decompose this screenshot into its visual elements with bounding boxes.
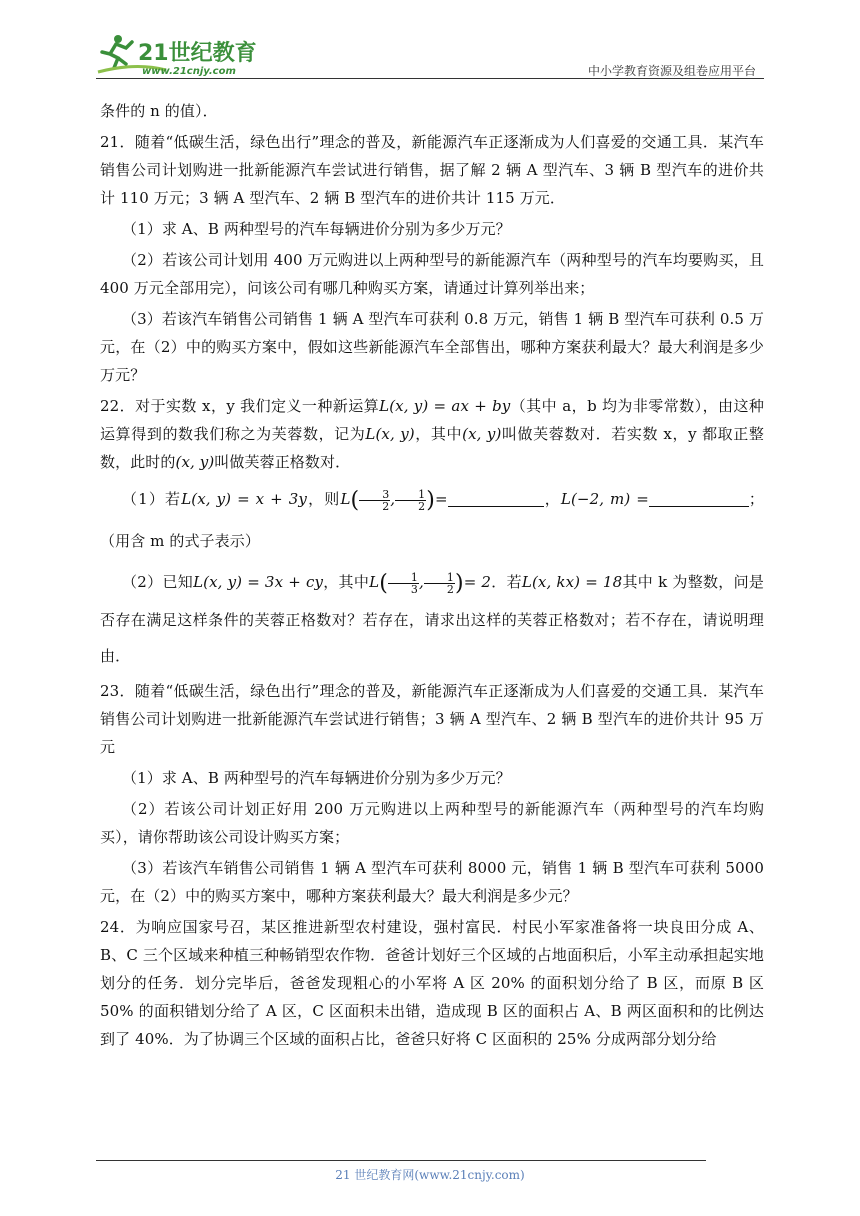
text-span: 其中 k 为整数，问是否存在满足这样条件的芙蓉正格数对？若存在，请求出这样的芙蓉正格数对；若不存在，请说明理由．	[100, 573, 765, 665]
fraction: $\frac{1}{2}$	[395, 489, 426, 512]
question-part: （2）若该公司计划正好用 200 万元购进以上两种型号的新能源汽车（两种型号的汽车均购买），请你帮助该公司设计购买方案；	[100, 800, 764, 846]
text-span: ；（用含 m 的式子表示）	[100, 490, 765, 550]
text-line: 条件的 n 的值）．	[100, 102, 218, 120]
answer-blank[interactable]	[649, 488, 749, 507]
text-span: ，	[543, 490, 561, 508]
text-span: 叫做芙蓉正格数对．	[214, 453, 351, 471]
question-24	[100, 913, 764, 1053]
question-23	[100, 677, 764, 910]
text-span: ，则	[307, 490, 341, 508]
footer-divider	[96, 1160, 706, 1161]
math-expression: L(−2, m) =	[560, 490, 649, 508]
platform-name: 中小学教育资源及组卷应用平台	[587, 64, 756, 78]
question-part: （3）若该汽车销售公司销售 1 辆 A 型汽车可获利 0.8 万元，销售 1 辆 B 型汽车可获利 0.5 万元，在（2）中的购买方案中，假如这些新能源汽车全部售出，哪种方案获利最大？最大利润是多少万元？	[100, 310, 764, 384]
question-part: （1）求 A、B 两种型号的汽车每辆进价分别为多少万元？	[122, 220, 511, 238]
text-span: 叫做芙蓉数对．若实数 x，y 都取正整数，此时的	[100, 425, 765, 471]
logo-url: www.21cnjy.com	[142, 66, 236, 77]
page-footer[interactable]: 21 世纪教育网(www.21cnjy.com)	[335, 1168, 525, 1182]
question-part: （2）若该公司计划用 400 万元购进以上两种型号的新能源汽车（两种型号的汽车均要购买，且 400 万元全部用完），问该公司有哪几种购买方案，请通过计算列举出来；	[100, 251, 764, 297]
math-expression: L(x, y) = 3x + cy	[193, 573, 324, 591]
fraction: $\frac{1}{3}$	[388, 572, 419, 595]
question-stem: 24．为响应国家号召，某区推进新型农村建设，强村富民．村民小军家准备将一块良田分成 A、B、C 三个区域来种植三种畅销型农作物．爸爸计划好三个区域的占地面积后，小军主动承担起实地划分的任务．划分完毕后，爸爸发现粗心的小军将 A 区 20% 的面积划分给了 B 区，而原 B 区 50% 的面积错划分给了 A 区，C 区面积未出错，造成现 B 区的面积占 A、B 两区面积和的比例达到了 40%．为了协调三个区域的面积占比，爸爸只好将 C 区面积的 25% 分成两部分划分给	[100, 918, 764, 1048]
text-span: ．若	[491, 573, 522, 591]
fraction: $\frac{3}{2}$	[359, 489, 390, 512]
logo-text: 21世纪教育	[138, 41, 257, 66]
question-22	[100, 392, 764, 674]
math-expression: (x, y)	[462, 425, 502, 443]
runner-logo-icon	[96, 32, 266, 78]
question-part: （1）求 A、B 两种型号的汽车每辆进价分别为多少万元？	[122, 769, 511, 787]
math-expression: L(x, kx) = 18	[521, 573, 623, 591]
math-expression: = 2	[463, 573, 492, 591]
math-expression: =	[434, 490, 448, 508]
question-stem	[100, 392, 764, 476]
question-stem: 21．随着“低碳生活，绿色出行”理念的普及，新能源汽车正逐渐成为人们喜爱的交通工具．某汽车销售公司计划购进一批新能源汽车尝试进行销售，据了解 2 辆 A 型汽车、3 辆 B 型汽车的进价共计 110 万元；3 辆 A 型汽车、2 辆 B 型汽车的进价共计 115 万元．	[100, 133, 764, 207]
math-expression: (x, y)	[175, 453, 215, 471]
document-body	[100, 97, 764, 1056]
question-21	[100, 128, 764, 389]
answer-blank[interactable]	[448, 488, 544, 507]
header-divider	[96, 78, 764, 79]
math-expression: L(x, y) = ax + by	[379, 397, 511, 415]
page-header	[0, 0, 860, 82]
text-span: 22．对于实数 x，y 我们定义一种新运算	[100, 397, 380, 415]
question-part: （1）若L(x, y) = x + 3y，则L( $\frac{3}{2}$ , $\frac{1}{2}$ )= ，L(−2, m) = ；（用含 m 的式子表示）	[100, 487, 765, 550]
question-part: （3）若该汽车销售公司销售 1 辆 A 型汽车可获利 8000 元，销售 1 辆 B 型汽车可获利 5000 元，在（2）中的购买方案中，哪种方案获利最大？最大利润是多少元？	[100, 859, 764, 905]
text-span: ，其中	[323, 573, 370, 591]
text-span: （1）若	[122, 490, 182, 508]
text-span: ，其中	[414, 425, 463, 443]
question-part: （2）已知L(x, y) = 3x + cy，其中L( $\frac{1}{3}$ , $\frac{1}{2}$ )= 2．若L(x, kx) = 18其中 k 为整数，问是否存在满足这样条件的芙蓉正格数对？若存在，请求出这样的芙蓉正格数对；若不存在，请说明理由．	[100, 570, 765, 665]
math-expression: L(x, y)	[365, 425, 415, 443]
text-span: （2）已知	[122, 573, 194, 591]
site-logo[interactable]	[96, 32, 266, 78]
math-expression: L	[340, 490, 351, 508]
text-span: （其中 a，b 均为非零常数），由这种运算得到的数我们称之为芙蓉数，记为	[100, 397, 764, 443]
question-stem: 23．随着“低碳生活，绿色出行”理念的普及，新能源汽车正逐渐成为人们喜爱的交通工具．某汽车销售公司计划购进一批新能源汽车尝试进行销售；3 辆 A 型汽车、2 辆 B 型汽车的进价共计 95 万元	[100, 682, 764, 756]
fraction: $\frac{1}{2}$	[424, 572, 455, 595]
math-expression: L	[369, 573, 380, 591]
math-expression: L(x, y) = x + 3y	[181, 490, 308, 508]
